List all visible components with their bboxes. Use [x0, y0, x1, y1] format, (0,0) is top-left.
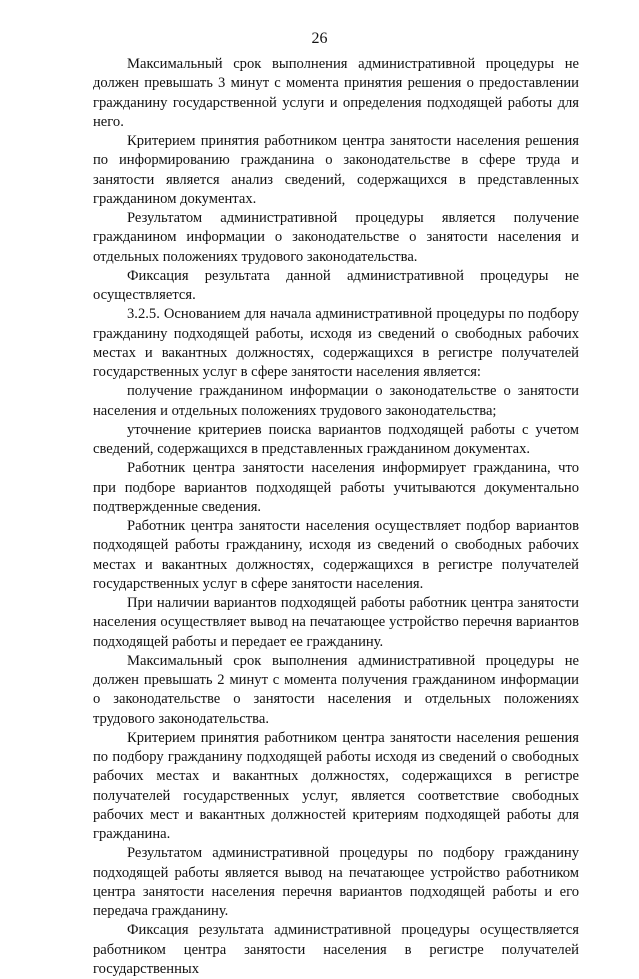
paragraph: Результатом административной процедуры по подбору гражданину подходящей работы является вывод на печатающее устройство работником центра занятости населения перечня вариантов подходящей работы и его передача гражданину.: [93, 845, 579, 919]
paragraph: получение гражданином информации о законодательстве о занятости населения и отдельных положениях трудового законодательства;: [93, 383, 579, 419]
paragraph: Работник центра занятости населения осуществляет подбор вариантов подходящей работы гражданину, исходя из сведений о свободных рабочих местах и вакантных должностях, содержащихся в регистре получателей государственных услуг в сфере занятости населения.: [93, 518, 579, 592]
paragraph: Фиксация результата административной процедуры осуществляется работником центра занятости населения в регистре получателей государственных: [93, 922, 579, 977]
paragraph: Максимальный срок выполнения административной процедуры не должен превышать 3 минут с момента принятия решения о предоставлении гражданину государственной услуги и определения подходящей работы для него.: [93, 56, 579, 130]
paragraph: Работник центра занятости населения информирует гражданина, что при подборе вариантов подходящей работы учитываются документально подтвержденные сведения.: [93, 460, 579, 515]
page-number: 26: [311, 30, 328, 47]
paragraph: Результатом административной процедуры является получение гражданином информации о законодательстве о занятости населения и отдельных положениях трудового законодательства.: [93, 210, 579, 265]
paragraph: Максимальный срок выполнения административной процедуры не должен превышать 2 минут с момента получения гражданином информации о законодательстве о занятости населения и отдельных положениях трудового законодательства.: [93, 652, 579, 727]
paragraph: Критерием принятия работником центра занятости населения решения по подбору гражданину подходящей работы исходя из сведений о свободных рабочих местах и вакантных должностях, содержащихся в регистре получателей государственных услуг, является соответствие свободных рабочих мест и вакантных должностей критериям подходящей работы для гражданина.: [93, 729, 579, 842]
paragraph: При наличии вариантов подходящей работы работник центра занятости населения осуществляет вывод на печатающее устройство перечня вариантов подходящей работы и передает ее гражданину.: [93, 595, 579, 650]
paragraph: Критерием принятия работником центра занятости населения решения по информированию гражданина о законодательстве в сфере труда и занятости является анализ сведений, содержащихся в представленных гражданином документах.: [93, 133, 579, 207]
paragraph: Фиксация результата данной административной процедуры не осуществляется.: [93, 267, 579, 303]
paragraph: 3.2.5. Основанием для начала административной процедуры по подбору гражданину подходящей работы, исходя из сведений о свободных рабочих местах и вакантных должностях, содержащихся в регистре получателей государственных услуг в сфере занятости населения является:: [93, 306, 579, 380]
paragraph: уточнение критериев поиска вариантов подходящей работы с учетом сведений, содержащихся в представленных гражданином документах.: [93, 421, 579, 457]
body-text: [93, 55, 579, 979]
